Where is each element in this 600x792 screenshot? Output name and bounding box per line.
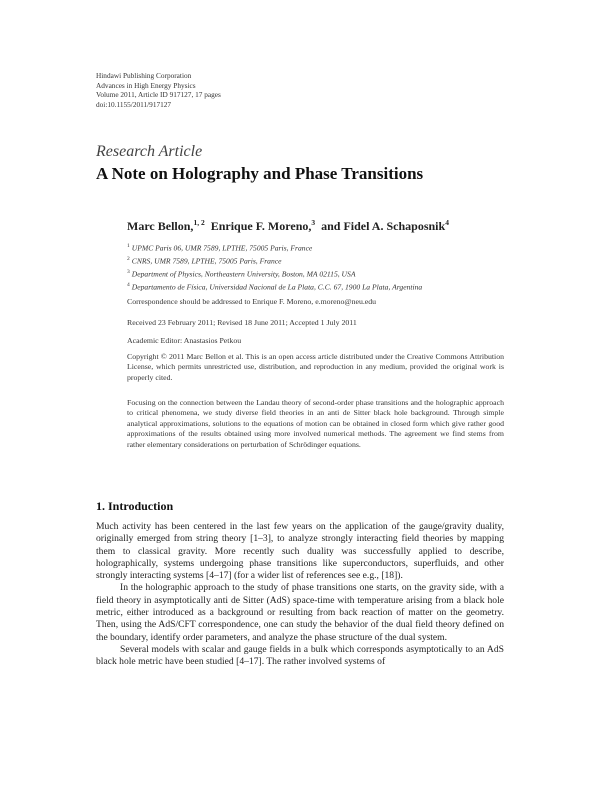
publisher-line: Hindawi Publishing Corporation — [96, 71, 192, 80]
affiliation-item: $^2$ CNRS, UMR 7589, LPTHE, 75005 Paris, France — [127, 256, 282, 266]
body-paragraph: In the holographic approach to the study of phase transitions one starts, on the gravity side, with a field theory in asymptotically anti de Sitter (AdS) space-time with temperature arising from a black hole metric, either introduced as a background or resulting from back reaction of matter on the geometry. Then, using the AdS/CFT correspondence, one can study the behavior of the dual field theory defined on the boundary, identify order parameters, and analyze the phase structure of the dual system. — [96, 582, 504, 643]
affiliation-item: $^4$ Departamento de Física, Universidad Nacional de La Plata, C.C. 67, 1900 La Plata, Argentina — [127, 282, 423, 292]
affiliation-item: $^1$ UPMC Paris 06, UMR 7589, LPTHE, 75005 Paris, France — [127, 243, 313, 253]
abstract: Focusing on the connection between the Landau theory of second-order phase transitions and the holographic approach to critical phenomena, we study diverse field theories in an anti de Sitter black hole background. Through simple analytical approximations, solutions to the equations of motion can be obtained in closed form which give rather good approximations of the results obtained using more involved numerical methods. The agreement we find stems from rather elementary considerations on perturbation of Schrödinger equations. — [127, 398, 504, 449]
affiliation-list — [127, 241, 422, 294]
author-list — [127, 218, 449, 234]
editor-line: Academic Editor: Anastasios Petkou — [127, 336, 242, 345]
article-type: Research Article — [96, 143, 203, 160]
volume-line: Volume 2011, Article ID 917127, 17 pages — [96, 90, 221, 100]
author-affil-mark: 1, 2 — [193, 218, 205, 227]
copyright-notice: Copyright © 2011 Marc Bellon et al. This is an open access article distributed under the Creative Commons Attribution License, which permits unrestricted use, distribution, and reproduction in any medium, provided the original work is properly cited. — [127, 352, 504, 382]
author-name: Marc Bellon, — [127, 219, 194, 233]
journal-header — [96, 71, 221, 109]
article-title: A Note on Holography and Phase Transitions — [96, 164, 424, 183]
affiliation-item: $^3$ Department of Physics, Northeastern University, Boston, MA 02115, USA — [127, 269, 356, 279]
correspondence-line: Correspondence should be addressed to Enrique F. Moreno, e.moreno@neu.edu — [127, 297, 377, 306]
dates-line: Received 23 February 2011; Revised 18 June 2011; Accepted 1 July 2011 — [127, 318, 357, 327]
section-body — [96, 521, 504, 669]
journal-line: Advances in High Energy Physics — [96, 80, 196, 90]
author-name: Enrique F. Moreno, — [210, 219, 312, 233]
body-paragraph: Several models with scalar and gauge fields in a bulk which corresponds asymptotically to an AdS black hole metric have been studied [4–17]. The rather involved systems of — [96, 643, 504, 668]
author-affil-mark: 3 — [311, 218, 316, 227]
author-name: and Fidel A. Schaposnik — [321, 219, 446, 233]
author-affil-mark: 4 — [445, 218, 449, 227]
doi-line: doi:10.1155/2011/917127 — [96, 99, 172, 109]
body-paragraph: Much activity has been centered in the last few years on the application of the gauge/gravity duality, originally emerged from string theory [1–3], to analyze strongly interacting field theories by mapping them to classical gravity. More recently such duality was successfully applied to describe, holographically, systems undergoing phase transitions like superconductors, superfluids, and other strongly interacting systems [4–17] (for a wider list of references see e.g., [18]). — [96, 521, 504, 582]
section-heading: 1. Introduction — [96, 499, 174, 513]
